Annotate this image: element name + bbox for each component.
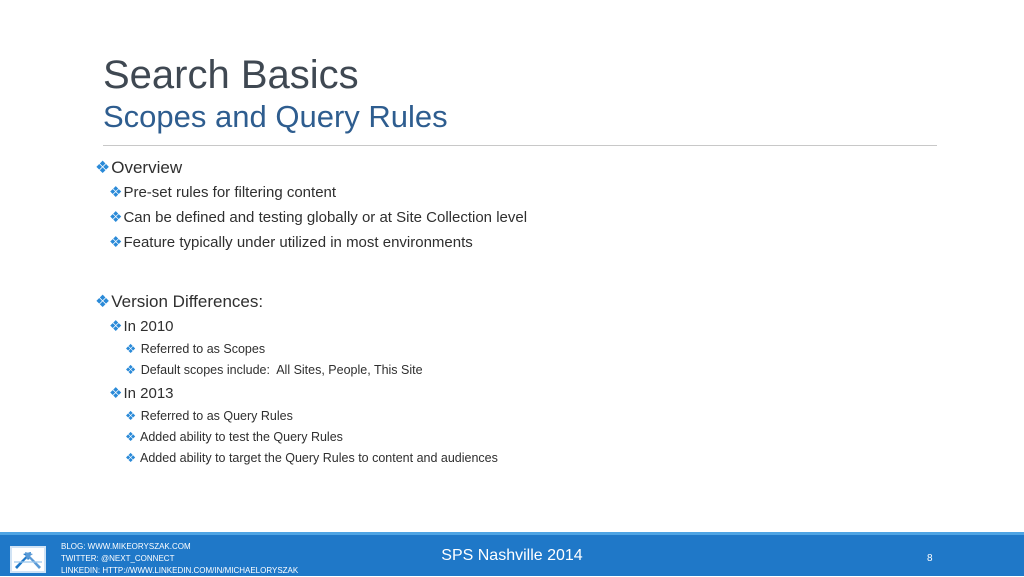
bullet-text: Default scopes include: All Sites, People, This Site	[140, 363, 423, 377]
bullet-text: Overview	[111, 158, 183, 177]
bullet-text: Pre-set rules for filtering content	[123, 184, 337, 201]
bullet-text: Referred to as Query Rules	[140, 409, 293, 423]
bullet-defined-testing	[95, 205, 945, 230]
bullet-overview	[95, 156, 945, 180]
bullet-default-scopes	[95, 360, 945, 381]
bullet-in-2013	[95, 381, 945, 406]
bullet-list	[95, 156, 945, 469]
slide-subtitle: Scopes and Query Rules	[103, 99, 448, 134]
slide-footer	[0, 532, 1024, 576]
bullet-text: Added ability to test the Query Rules	[140, 430, 343, 444]
bullet-text: Feature typically under utilized in most environments	[123, 234, 473, 251]
bullet-preset-rules	[95, 180, 945, 205]
bullet-added-target	[95, 448, 945, 469]
diamond-bullet-icon: ❖	[109, 318, 123, 335]
title-divider	[103, 145, 937, 146]
diamond-bullet-icon: ❖	[109, 209, 123, 226]
twitter-link[interactable]: TWITTER: @NEXT_CONNECT	[61, 554, 175, 563]
diamond-bullet-icon: ❖	[109, 234, 123, 251]
diamond-bullet-icon: ❖	[125, 363, 137, 377]
diamond-bullet-icon: ❖	[125, 451, 137, 465]
diamond-bullet-icon: ❖	[125, 342, 137, 356]
event-name: SPS Nashville 2014	[441, 547, 583, 564]
bullet-text: Version Differences:	[111, 292, 264, 311]
bullet-version-differences	[95, 290, 945, 314]
bullet-spacer	[95, 255, 945, 290]
slide-title: Search Basics	[103, 53, 359, 97]
diamond-bullet-icon: ❖	[109, 184, 123, 201]
bullet-text: Can be defined and testing globally or at Site Collection level	[123, 209, 528, 226]
page-number: 8	[927, 553, 933, 564]
bullet-text: Added ability to target the Query Rules to content and audiences	[140, 451, 498, 465]
title-block	[103, 52, 448, 136]
bullet-in-2010	[95, 314, 945, 339]
diamond-bullet-icon: ❖	[95, 292, 111, 311]
diamond-bullet-icon: ❖	[109, 385, 123, 402]
bullet-referred-query-rules	[95, 406, 945, 427]
bullet-added-test	[95, 427, 945, 448]
bullet-referred-scopes	[95, 339, 945, 360]
bullet-text: In 2013	[123, 385, 174, 402]
diamond-bullet-icon: ❖	[95, 158, 111, 177]
diamond-bullet-icon: ❖	[125, 430, 137, 444]
blog-link[interactable]: BLOG: WWW.MIKEORYSZAK.COM	[61, 542, 191, 551]
diamond-bullet-icon: ❖	[125, 409, 137, 423]
bullet-text: Referred to as Scopes	[140, 342, 266, 356]
bullet-feature-underutilized	[95, 230, 945, 255]
bullet-text: In 2010	[123, 318, 174, 335]
linkedin-link[interactable]: LINKEDIN: HTTP://WWW.LINKEDIN.COM/IN/MICHAELORYSZAK	[61, 566, 299, 575]
